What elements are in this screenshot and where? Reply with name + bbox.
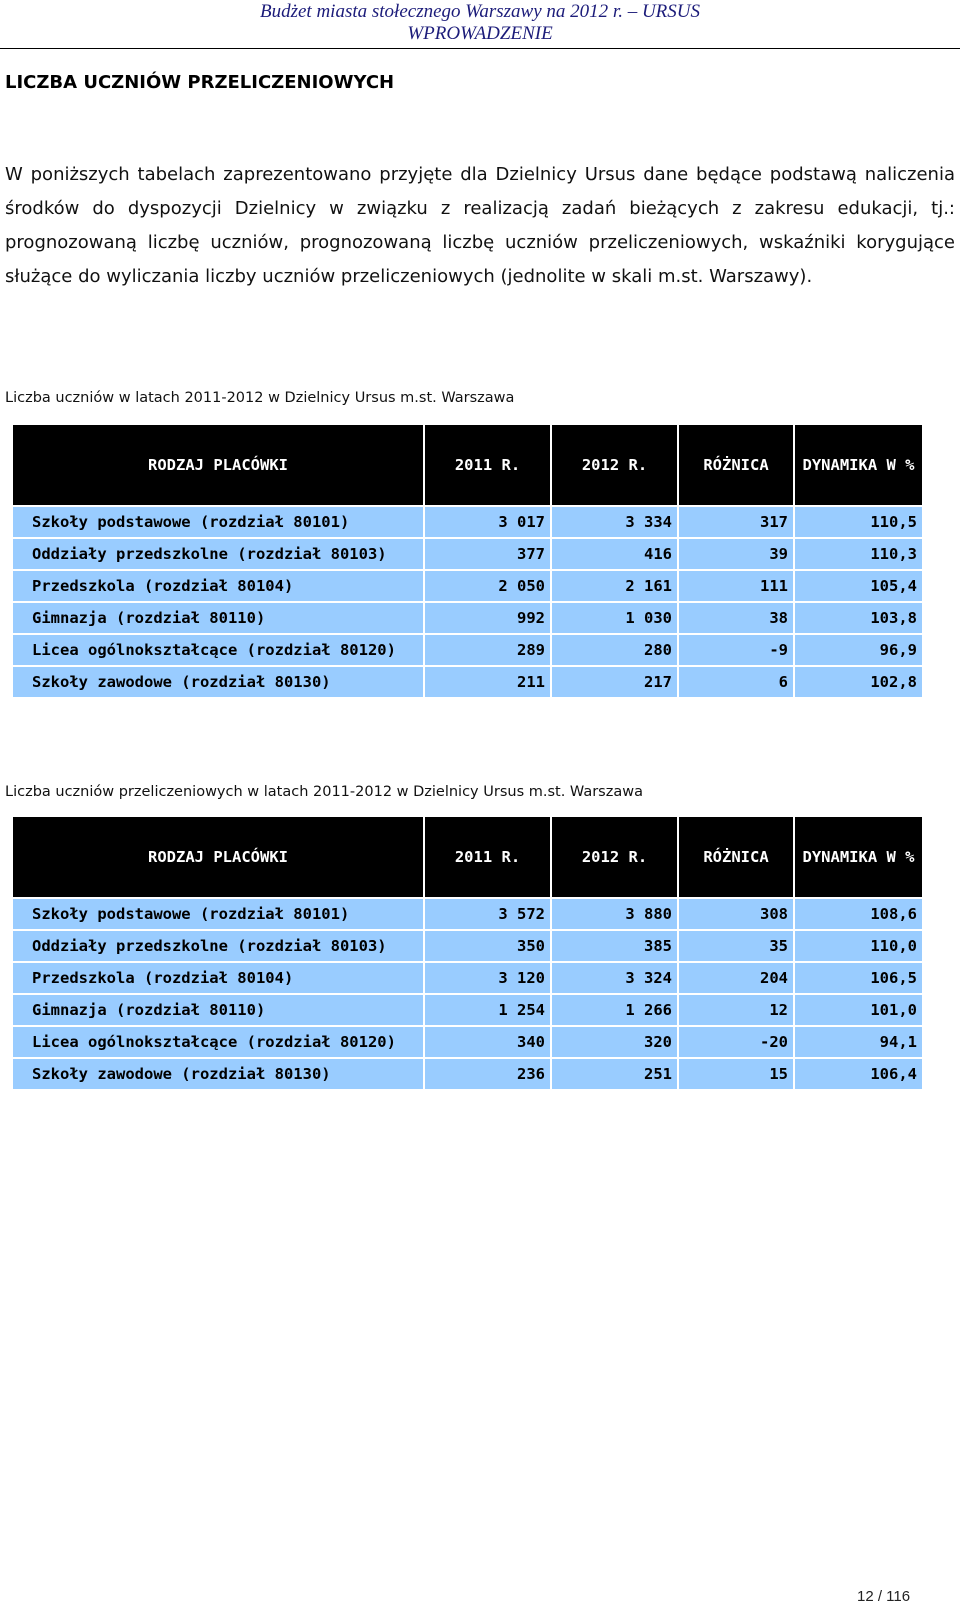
cell-difference: -20 [679,1025,795,1057]
header-divider [0,48,960,49]
cell-dynamics: 94,1 [795,1025,922,1057]
cell-2012: 251 [552,1057,679,1089]
cell-dynamics: 106,4 [795,1057,922,1089]
table-header-row [13,817,922,897]
cell-2012: 2 161 [552,569,679,601]
header-year-2012: 2012 R. [552,425,679,505]
table-row [13,665,922,697]
table-row [13,505,922,537]
section-heading: LICZBA UCZNIÓW PRZELICZENIOWYCH [5,72,395,93]
cell-difference: 111 [679,569,795,601]
cell-school-type: Gimnazja (rozdział 80110) [13,993,425,1025]
cell-difference: 308 [679,897,795,929]
table-row [13,537,922,569]
header-difference: RÓŻNICA [679,425,795,505]
header-school-type: RODZAJ PLACÓWKI [13,425,425,505]
cell-school-type: Szkoły zawodowe (rozdział 80130) [13,1057,425,1089]
header-year-2011: 2011 R. [425,425,552,505]
cell-2012: 385 [552,929,679,961]
intro-paragraph: W poniższych tabelach zaprezentowano przyjęte dla Dzielnicy Ursus dane będące podstawą naliczenia środków do dyspozycji Dzielnicy w związku z realizacją zadań bieżących z zakresu edukacji, tj.: prognozowaną liczbę uczniów, prognozowaną liczbę uczniów przeliczeniowych, wskaźniki korygujące służące do wyliczania liczby uczniów przeliczeniowych (jednolite w skali m.st. Warszawy). [5,164,955,287]
cell-school-type: Licea ogólnokształcące (rozdział 80120) [13,633,425,665]
cell-school-type: Oddziały przedszkolne (rozdział 80103) [13,929,425,961]
cell-2011: 340 [425,1025,552,1057]
cell-dynamics: 96,9 [795,633,922,665]
table-caption-converted-students: Liczba uczniów przeliczeniowych w latach 2011-2012 w Dzielnicy Ursus m.st. Warszawa [5,784,643,800]
cell-dynamics: 110,3 [795,537,922,569]
cell-school-type: Licea ogólnokształcące (rozdział 80120) [13,1025,425,1057]
cell-2012: 3 334 [552,505,679,537]
cell-difference: 317 [679,505,795,537]
cell-school-type: Szkoły podstawowe (rozdział 80101) [13,505,425,537]
cell-dynamics: 110,0 [795,929,922,961]
cell-2011: 1 254 [425,993,552,1025]
header-dynamics: DYNAMIKA W % [795,425,922,505]
table-row [13,929,922,961]
table-row [13,601,922,633]
cell-school-type: Oddziały przedszkolne (rozdział 80103) [13,537,425,569]
cell-2011: 992 [425,601,552,633]
cell-2011: 350 [425,929,552,961]
cell-2012: 3 324 [552,961,679,993]
header-dynamics: DYNAMIKA W % [795,817,922,897]
cell-2012: 320 [552,1025,679,1057]
cell-difference: 35 [679,929,795,961]
cell-2011: 3 120 [425,961,552,993]
cell-dynamics: 108,6 [795,897,922,929]
running-header-title: Budżet miasta stołecznego Warszawy na 2012 r. – URSUS [260,1,700,22]
cell-dynamics: 103,8 [795,601,922,633]
header-school-type: RODZAJ PLACÓWKI [13,817,425,897]
cell-school-type: Gimnazja (rozdział 80110) [13,601,425,633]
cell-2011: 211 [425,665,552,697]
table-row [13,1025,922,1057]
cell-2011: 2 050 [425,569,552,601]
running-header-section: WPROWADZENIE [407,23,553,44]
cell-difference: 38 [679,601,795,633]
header-year-2011: 2011 R. [425,817,552,897]
cell-2011: 377 [425,537,552,569]
table-row [13,633,922,665]
cell-school-type: Szkoły podstawowe (rozdział 80101) [13,897,425,929]
table-row [13,993,922,1025]
cell-school-type: Szkoły zawodowe (rozdział 80130) [13,665,425,697]
cell-2012: 280 [552,633,679,665]
table-row [13,1057,922,1089]
cell-2011: 289 [425,633,552,665]
table-caption-students: Liczba uczniów w latach 2011-2012 w Dzielnicy Ursus m.st. Warszawa [5,390,515,406]
table-students [13,425,922,697]
cell-school-type: Przedszkola (rozdział 80104) [13,961,425,993]
cell-2012: 3 880 [552,897,679,929]
table-converted-students [13,817,922,1089]
cell-2011: 236 [425,1057,552,1089]
cell-dynamics: 106,5 [795,961,922,993]
table-row [13,897,922,929]
cell-difference: 12 [679,993,795,1025]
table-header-row [13,425,922,505]
header-year-2012: 2012 R. [552,817,679,897]
cell-2012: 1 266 [552,993,679,1025]
cell-difference: 15 [679,1057,795,1089]
cell-dynamics: 101,0 [795,993,922,1025]
running-header [0,0,960,45]
cell-2011: 3 017 [425,505,552,537]
cell-difference: -9 [679,633,795,665]
cell-dynamics: 102,8 [795,665,922,697]
page-number: 12 / 116 [857,1588,911,1605]
cell-2012: 416 [552,537,679,569]
cell-dynamics: 110,5 [795,505,922,537]
cell-school-type: Przedszkola (rozdział 80104) [13,569,425,601]
header-difference: RÓŻNICA [679,817,795,897]
cell-difference: 39 [679,537,795,569]
table-row [13,961,922,993]
cell-difference: 204 [679,961,795,993]
cell-difference: 6 [679,665,795,697]
cell-2012: 1 030 [552,601,679,633]
cell-dynamics: 105,4 [795,569,922,601]
table-row [13,569,922,601]
cell-2011: 3 572 [425,897,552,929]
cell-2012: 217 [552,665,679,697]
